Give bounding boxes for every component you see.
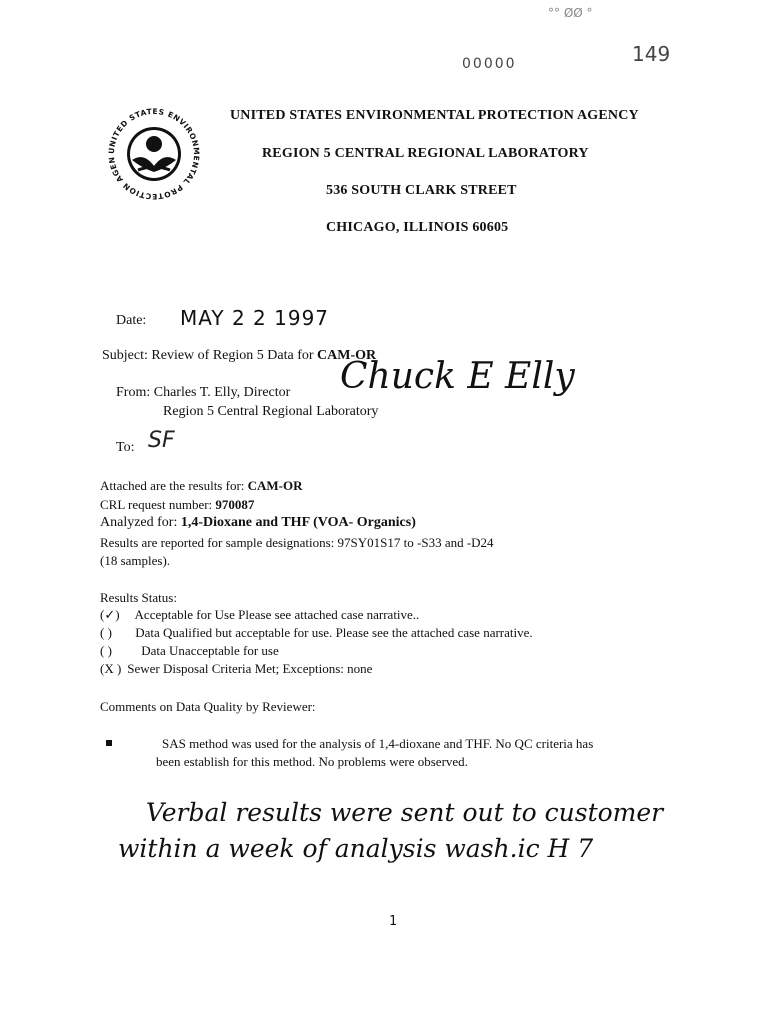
seal-ring-text: UNITED STATES ENVIRONMENTAL PROTECTION AGEN xyxy=(106,106,202,202)
subject-label: Subject: xyxy=(102,348,148,363)
bullet-square xyxy=(106,740,112,746)
lab-street: 536 SOUTH CLARK STREET xyxy=(326,183,517,198)
epa-seal-icon xyxy=(100,100,208,208)
status-mark: (✓) xyxy=(100,607,120,622)
reported-line: Results are reported for sample designations: 97SY01S17 to -S33 and -D24 xyxy=(100,535,494,550)
epa-seal xyxy=(100,100,208,208)
attached-bold: CAM-OR xyxy=(247,478,303,493)
status-item xyxy=(100,625,533,641)
from-line xyxy=(116,385,290,401)
agency-name: UNITED STATES ENVIRONMENTAL PROTECTION AGENCY xyxy=(230,108,639,123)
crl-number: 970087 xyxy=(215,497,255,512)
status-item xyxy=(100,643,279,659)
to-label: To: xyxy=(116,440,135,455)
comment-line-1: SAS method was used for the analysis of 1,4-dioxane and THF. No QC criteria has xyxy=(162,736,594,751)
from-name: Charles T. Elly, Director xyxy=(153,385,291,400)
crl-text: CRL request number: xyxy=(100,497,213,512)
subject-text: Review of Region 5 Data for xyxy=(151,348,314,363)
faint-stamp: °° ØØ ° xyxy=(548,6,593,20)
to-value: SF xyxy=(148,428,175,453)
comment-line-2: been establish for this method. No problems were observed. xyxy=(156,754,468,769)
status-label: Results Status: xyxy=(100,590,177,605)
status-text: Sewer Disposal Criteria Met; Exceptions: none xyxy=(127,661,373,676)
date-stamp: MAY 2 2 1997 xyxy=(180,306,330,330)
handwritten-note-line-1: Verbal results were sent out to customer xyxy=(146,798,664,827)
status-mark: ( ) xyxy=(100,643,112,658)
comments-label: Comments on Data Quality by Reviewer: xyxy=(100,699,316,714)
analyzed-line xyxy=(100,515,416,531)
subject-line xyxy=(102,348,376,364)
status-item xyxy=(100,607,419,623)
samples-line: (18 samples). xyxy=(100,553,171,568)
handwritten-number: 149 xyxy=(632,42,671,66)
attached-line xyxy=(100,478,303,494)
status-mark: (X ) xyxy=(100,661,122,676)
analyzed-bold: 1,4-Dioxane and THF (VOA- Organics) xyxy=(180,515,416,530)
page-number: 1 xyxy=(389,914,397,929)
status-mark: ( ) xyxy=(100,625,112,640)
subject-bold: CAM-OR xyxy=(317,348,377,363)
status-text: Acceptable for Use Please see attached case narrative.. xyxy=(134,607,420,622)
crl-line xyxy=(100,497,254,513)
document-number: 00000 xyxy=(462,56,517,72)
status-text: Data Qualified but acceptable for use. Please see the attached case narrative. xyxy=(135,625,533,640)
director-signature: Chuck E Elly xyxy=(340,356,575,397)
lab-city: CHICAGO, ILLINOIS 60605 xyxy=(326,220,509,235)
lab-name: REGION 5 CENTRAL REGIONAL LABORATORY xyxy=(262,146,589,161)
from-org: Region 5 Central Regional Laboratory xyxy=(163,404,379,419)
handwritten-note-line-2: within a week of analysis wash.ic H 7 xyxy=(118,834,594,863)
status-text: Data Unacceptable for use xyxy=(141,643,279,658)
status-item xyxy=(100,661,372,677)
attached-text: Attached are the results for: xyxy=(100,478,245,493)
date-label: Date: xyxy=(116,313,147,328)
analyzed-text: Analyzed for: xyxy=(100,515,178,530)
from-label: From: xyxy=(116,385,151,400)
